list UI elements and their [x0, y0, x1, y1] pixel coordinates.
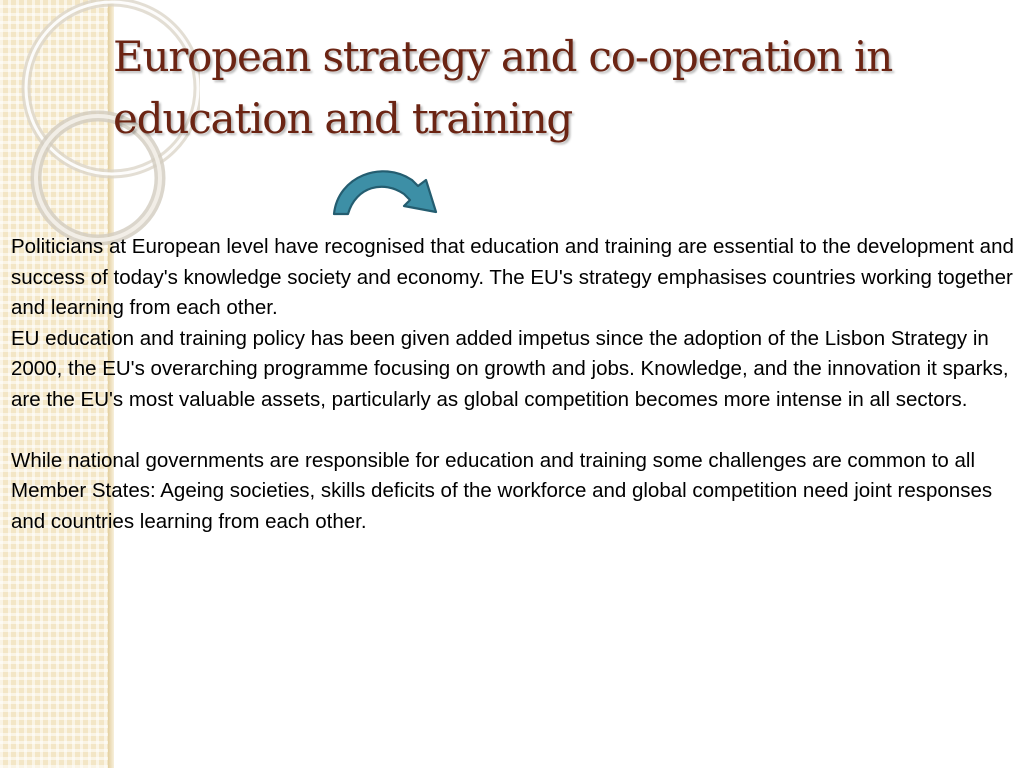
slide-title: European strategy and co-operation in education and training — [113, 32, 893, 143]
paragraph-spacer — [11, 415, 1019, 446]
paragraph-member-states: While national governments are responsible for education and training some challenges are common to all Member States: Ageing societies, skills deficits of the workforce and global competition need joint responses and countries learning from each other. — [11, 448, 993, 533]
curved-arrow-right-icon — [330, 162, 442, 220]
slide-body — [11, 232, 1019, 537]
paragraph-politicians: Politicians at European level have recognised that education and training are essential to the development and success of today's knowledge society and economy. The EU's strategy emphasises countries working together and learning from each other. — [11, 235, 1014, 319]
paragraph-lisbon-strategy: EU education and training policy has been given added impetus since the adoption of the Lisbon Strategy in 2000, the EU's overarching programme focusing on growth and jobs. Knowledge, and the innovation it sparks, are the EU's most valuable assets, particularly as global competition becomes more intense in all sectors. — [11, 326, 1009, 411]
